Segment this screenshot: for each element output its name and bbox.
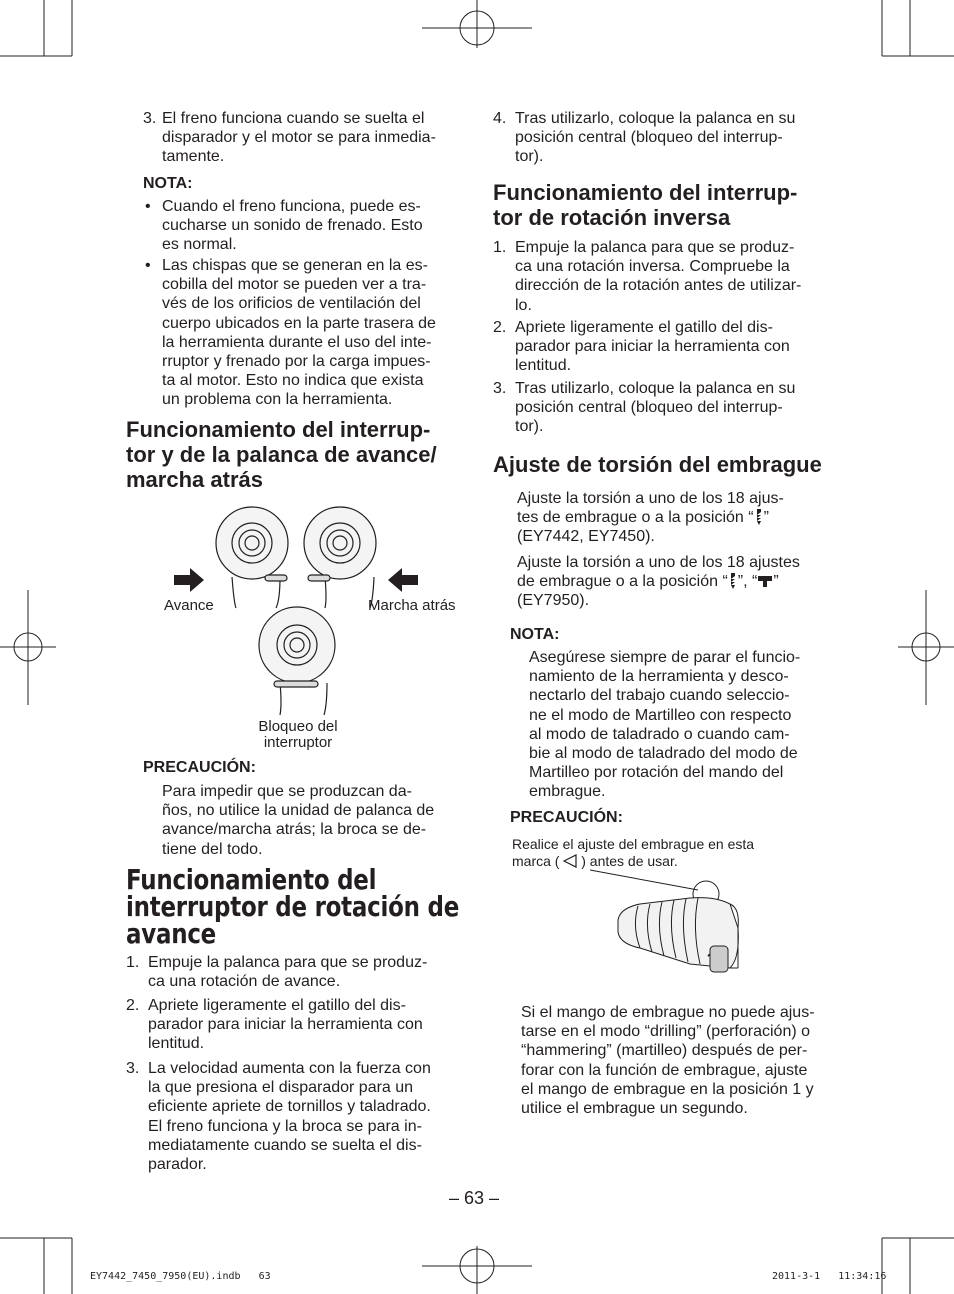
page-number: – 63 – <box>449 1188 500 1208</box>
clutch-paragraph-2: Ajuste la torsión a uno de los 18 ajustes de embrague o a la posición “ ”, “ ” (EY7950). <box>517 554 800 610</box>
footer-timestamp: 2011-3-1 11:34:16 <box>772 1271 887 1282</box>
drill-mode-icon <box>754 509 764 525</box>
precaucion-label-right: PRECAUCIÓN: <box>510 809 623 826</box>
nota-text-right: Asegúrese siempre de parar el funcio- namiento de la herramienta y desco- nectarlo del trabajo cuando seleccio- ne el modo de Martilleo con respecto al modo de taladrado o cuando cam- bie al modo de taladrado del modo de Martilleo por rotación del mando del embrague. <box>529 649 801 801</box>
drill-mode-icon <box>728 573 738 589</box>
clutch-paragraph-1: Ajuste la torsión a uno de los 18 ajus- tes de embrague o a la posición “ ” (EY7442, EY7450). <box>517 490 784 546</box>
nota-label-right: NOTA: <box>510 626 560 643</box>
clutch-adjust-figure <box>580 868 840 983</box>
precaucion-caption-right: Realice el ajuste del embrague en esta marca ( ) antes de usar. <box>512 836 755 869</box>
fig-label-avance: Avance <box>164 597 214 614</box>
fig-label-bloqueo: Bloqueo del interruptor <box>258 718 338 751</box>
footer-file-name: EY7442_7450_7950(EU).indb 63 <box>90 1271 271 1282</box>
reverse-arrow-icon <box>388 568 418 592</box>
heading-reverse-rotation: Funcionamiento del interrup- tor de rotación inversa <box>493 180 798 230</box>
triangle-mark-icon <box>563 854 577 868</box>
precaucion-label-left: PRECAUCIÓN: <box>143 759 256 776</box>
heading-switch-lever: Funcionamiento del interrup- tor y de la palanca de avance/ marcha atrás <box>126 417 437 492</box>
hammer-mode-icon <box>757 574 773 588</box>
nota-label: NOTA: <box>143 175 193 192</box>
precaucion-text-left: Para impedir que se produzcan da- ños, no utilice la unidad de palanca de avance/marcha atrás; la broca se de- tiene del todo. <box>162 783 435 858</box>
heading-forward-rotation: Funcionamiento del interruptor de rotación de avance <box>126 863 460 950</box>
fig-label-marcha-atras: Marcha atrás <box>368 597 456 614</box>
final-paragraph-right: Si el mango de embrague no puede ajus- tarse en el modo “drilling” (perforación) o “hammering” (martilleo) después de per- forar con la función de embrague, ajuste el mango de embrague en la posición 1 y utilice el embrague un segundo. <box>521 1004 815 1118</box>
heading-clutch-torque: Ajuste de torsión del embrague <box>493 452 822 477</box>
forward-arrow-icon <box>174 568 204 592</box>
